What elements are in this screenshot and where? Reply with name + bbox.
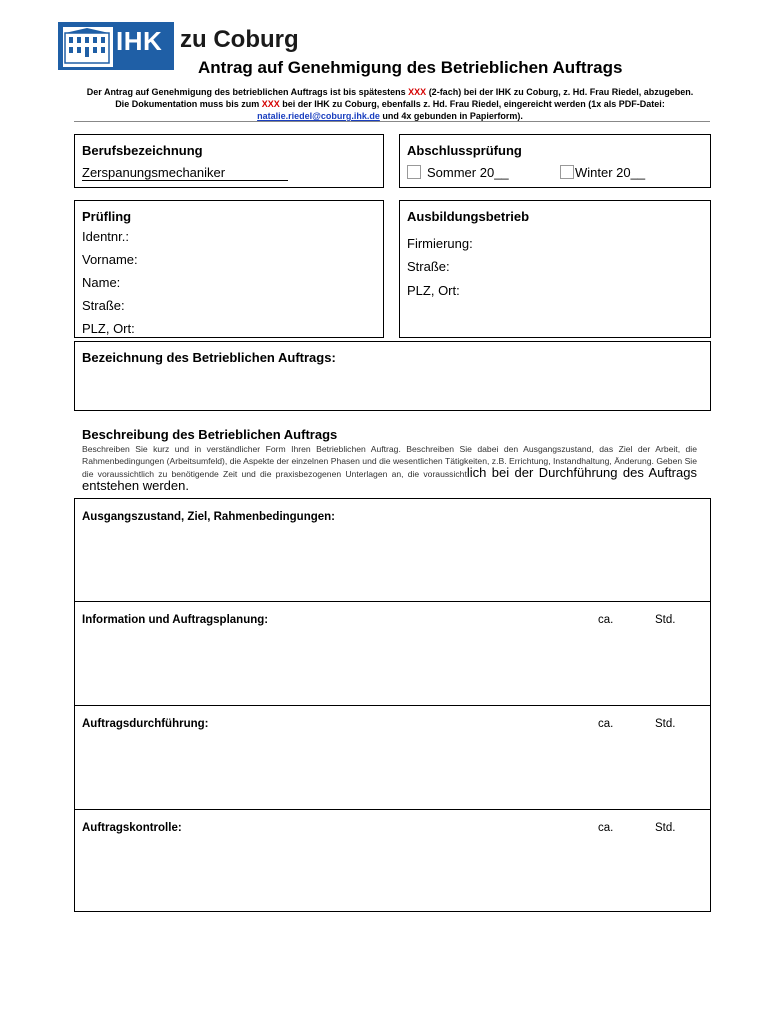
divider [74, 121, 710, 122]
beschreibung-text: Beschreiben Sie kurz und in verständlicher Form Ihren Betrieblichen Auftrag. Beschreiben Sie dabei den Ausgangszustand, das Ziel der Arbeit, die Rahmenbedingungen (Arbeitsumfeld), die Aspekte der einzelnen Phasen und die wesentlichen Tätigkeiten, z.B. Errichtung, Instandhaltung, Änderung. Geben Sie die voraussichtlich zu benötigende Zeit und die praxisbezogenen Unterlagen an, die voraussichtlich bei der Durchführung des Auftrags entstehen werden. [82, 444, 697, 493]
abschlusspruefung-label: Abschlussprüfung [407, 143, 522, 158]
betrieb-strasse-field[interactable]: Straße: [407, 259, 450, 274]
ca-label: ca. [598, 822, 614, 834]
sommer-label: Sommer 20__ [427, 165, 509, 180]
pruefling-box [74, 200, 384, 338]
bezeichnung-box[interactable] [74, 341, 711, 411]
intro-text: Der Antrag auf Genehmigung des betrieblichen Auftrags ist bis spätestens XXX (2-fach) bei der IHK zu Coburg, z. Hd. Frau Riedel, abzugeben. Die Dokumentation muss bis zum XXX bei der IHK zu Coburg, ebenfalls z. Hd. Frau Riedel, eingereicht werden (1x als PDF-Datei: natalie.riedel@coburg.ihk.de und 4x gebunden in Papierform). [86, 87, 694, 121]
std-label: Std. [655, 718, 676, 730]
ausbildungsbetrieb-box [399, 200, 711, 338]
auftragsdurchfuehrung-label: Auftragsdurchführung: [82, 718, 209, 730]
pruefling-label: Prüfling [82, 209, 132, 224]
deadline-placeholder: XXX [261, 99, 280, 109]
abschlusspruefung-box [399, 134, 711, 188]
auftragsplanung-label: Information und Auftragsplanung: [82, 614, 269, 626]
winter-checkbox[interactable] [560, 165, 574, 179]
ca-label: ca. [598, 614, 614, 626]
plz-ort-field[interactable]: PLZ, Ort: [82, 321, 135, 336]
deadline-placeholder: XXX [408, 87, 427, 97]
auftragsplanung-box[interactable] [74, 602, 711, 706]
std-label: Std. [655, 822, 676, 834]
ca-label: ca. [598, 718, 614, 730]
beschreibung-title: Beschreibung des Betrieblichen Auftrags [82, 427, 338, 442]
auftragsdurchfuehrung-box[interactable] [74, 706, 711, 810]
berufsbezeichnung-value[interactable]: Zerspanungsmechaniker [82, 165, 288, 181]
ausgangszustand-box[interactable] [74, 498, 711, 602]
berufsbezeichnung-box [74, 134, 384, 188]
logo-city-text: zu Coburg [180, 26, 299, 53]
strasse-field[interactable]: Straße: [82, 298, 125, 313]
auftragskontrolle-box[interactable] [74, 810, 711, 912]
document-title: Antrag auf Genehmigung des Betrieblichen Auftrags [198, 58, 623, 77]
name-field[interactable]: Name: [82, 275, 121, 290]
std-label: Std. [655, 614, 676, 626]
winter-label: Winter 20__ [575, 165, 646, 180]
vorname-field[interactable]: Vorname: [82, 252, 138, 267]
logo-org-text: IHK [116, 26, 163, 56]
email-link[interactable]: natalie.riedel@coburg.ihk.de [257, 111, 380, 121]
sommer-checkbox[interactable] [407, 165, 421, 179]
identnr-field[interactable]: Identnr.: [82, 229, 129, 244]
ausbildungsbetrieb-label: Ausbildungsbetrieb [407, 209, 530, 224]
ausgangszustand-label: Ausgangszustand, Ziel, Rahmenbedingungen: [82, 511, 336, 523]
berufsbezeichnung-label: Berufsbezeichnung [82, 143, 203, 158]
firmierung-field[interactable]: Firmierung: [407, 236, 473, 251]
bezeichnung-label: Bezeichnung des Betrieblichen Auftrags: [82, 350, 336, 365]
auftragskontrolle-label: Auftragskontrolle: [82, 822, 182, 834]
betrieb-plz-ort-field[interactable]: PLZ, Ort: [407, 283, 460, 298]
building-icon [62, 26, 114, 68]
